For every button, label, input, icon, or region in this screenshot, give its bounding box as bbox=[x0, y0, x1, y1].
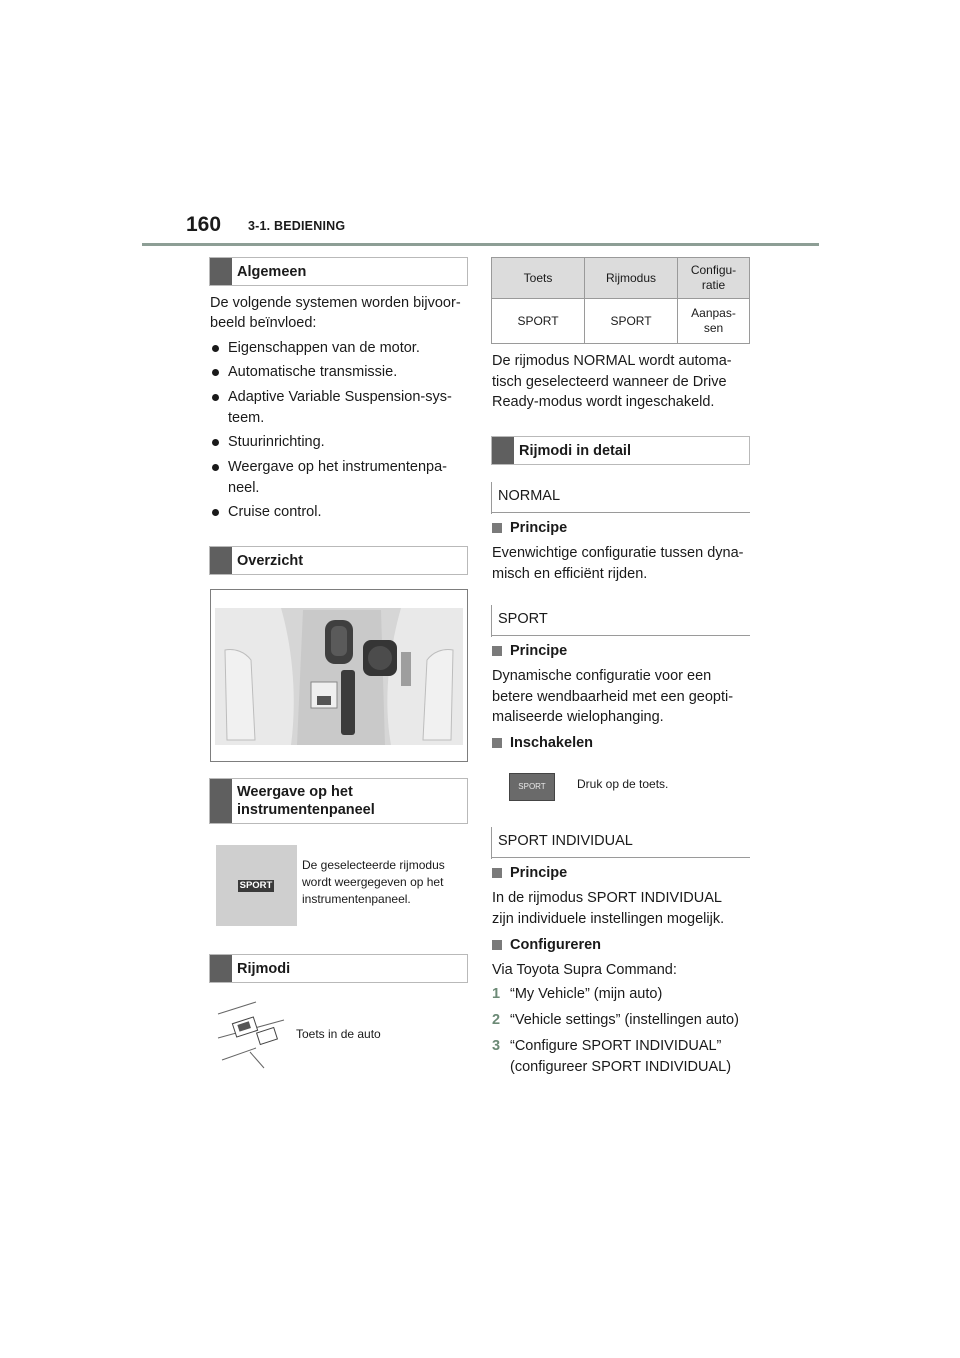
heading-text: Algemeen bbox=[237, 264, 307, 280]
heading-rijmodi-detail bbox=[491, 436, 750, 465]
paragraph-line: tisch geselecteerd wanneer de Drive bbox=[492, 373, 727, 390]
page-number: 160 bbox=[186, 213, 222, 236]
sub-heading-principe bbox=[492, 518, 567, 538]
heading-line-2: instrumentenpaneel bbox=[237, 802, 375, 818]
normal-paragraph bbox=[492, 351, 732, 413]
sub-heading-text: Principe bbox=[510, 643, 568, 659]
table-row bbox=[492, 299, 750, 344]
header-line-1: Configu- bbox=[690, 263, 737, 277]
step-item bbox=[492, 1010, 739, 1031]
square-bullet bbox=[492, 523, 502, 533]
sub-heading-text: Inschakelen bbox=[510, 735, 594, 751]
paragraph-line: Evenwichtige configuratie tussen dyna- bbox=[492, 545, 744, 561]
intro-line-1: De volgende systemen worden bijvoor- bbox=[210, 295, 461, 311]
table-cell-configuratie bbox=[678, 299, 750, 344]
sport-button-label: SPORT bbox=[518, 782, 546, 791]
cell-line-2: sen bbox=[703, 321, 724, 335]
sub-heading-text: Configureren bbox=[510, 937, 602, 953]
bullet-text: Automatische transmissie. bbox=[228, 364, 398, 380]
sub-heading-text: Principe bbox=[510, 520, 568, 536]
table-cell-toets: SPORT bbox=[492, 299, 585, 344]
via-command-text: Via Toyota Supra Command: bbox=[492, 962, 677, 978]
step-number: 3 bbox=[492, 1038, 501, 1054]
table-header-configuratie bbox=[678, 258, 750, 299]
bullet-dot bbox=[212, 509, 219, 516]
heading-text bbox=[237, 783, 461, 819]
square-bullet bbox=[492, 940, 502, 950]
square-bullet bbox=[492, 868, 502, 878]
caption-line-3: instrumentenpaneel. bbox=[302, 892, 411, 906]
bullet-dot bbox=[212, 345, 219, 352]
bullet-item bbox=[210, 338, 420, 359]
cell-line-1: Aanpas- bbox=[691, 306, 736, 320]
sport-button-caption: Druk op de toets. bbox=[577, 777, 669, 791]
heading-weergave bbox=[209, 778, 468, 824]
bullet-item bbox=[210, 502, 321, 523]
caption-line-2: wordt weergegeven op het bbox=[302, 875, 444, 889]
mode-title-text: SPORT INDIVIDUAL bbox=[498, 833, 633, 849]
mode-table bbox=[491, 257, 750, 344]
car-button-sketch bbox=[216, 1000, 286, 1070]
square-bullet bbox=[492, 646, 502, 656]
title-edge bbox=[491, 605, 492, 637]
paragraph-line: zijn individuele instellingen mogelijk. bbox=[492, 910, 725, 927]
header-rule bbox=[142, 243, 819, 246]
step-item bbox=[492, 1036, 731, 1077]
table-header-row bbox=[492, 258, 750, 299]
heading-text: Rijmodi bbox=[237, 961, 291, 977]
bullet-text: Eigenschappen van de motor. bbox=[228, 340, 420, 356]
button-caption: Toets in de auto bbox=[296, 1027, 381, 1041]
paragraph-line: betere wendbaarheid met een geopti- bbox=[492, 688, 734, 705]
bullet-item bbox=[210, 457, 447, 498]
step-number: 2 bbox=[492, 1012, 501, 1028]
sub-heading-text: Principe bbox=[510, 865, 568, 881]
paragraph-line: In de rijmodus SPORT INDIVIDUAL bbox=[492, 890, 722, 906]
paragraph-line: Ready-modus wordt ingeschakeld. bbox=[492, 394, 715, 410]
bullet-text-cont: neel. bbox=[228, 479, 260, 496]
sub-heading-principe bbox=[492, 863, 567, 883]
table-header-toets: Toets bbox=[492, 258, 585, 299]
step-text: “Configure SPORT INDIVIDUAL” bbox=[510, 1038, 722, 1054]
center-console-image bbox=[211, 590, 467, 761]
sub-heading-configureren bbox=[492, 935, 601, 955]
display-caption bbox=[302, 857, 445, 908]
heading-algemeen bbox=[209, 257, 468, 286]
bullet-text: Adaptive Variable Suspension-sys- bbox=[228, 389, 452, 405]
heading-bar bbox=[492, 437, 514, 464]
mode-title-sport-individual bbox=[492, 831, 750, 858]
bullet-text: Weergave op het instrumentenpa- bbox=[228, 459, 447, 475]
bullet-item bbox=[210, 362, 397, 383]
heading-text: Overzicht bbox=[237, 553, 304, 569]
paragraph-line: misch en efficiënt rijden. bbox=[492, 565, 648, 582]
step-text: “My Vehicle” (mijn auto) bbox=[510, 986, 663, 1002]
sport-individual-principe-text bbox=[492, 888, 724, 929]
sub-heading-inschakelen bbox=[492, 733, 593, 753]
title-edge bbox=[491, 827, 492, 859]
mode-title-sport bbox=[492, 609, 750, 636]
bullet-text: Cruise control. bbox=[228, 504, 322, 520]
bullet-dot bbox=[212, 394, 219, 401]
console-illustration bbox=[210, 589, 468, 762]
bullet-item bbox=[210, 387, 452, 428]
heading-line-1: Weergave op het bbox=[237, 784, 353, 800]
heading-bar bbox=[210, 779, 232, 823]
bullet-item bbox=[210, 432, 325, 453]
heading-bar bbox=[210, 258, 232, 285]
display-sport-label: SPORT bbox=[239, 880, 273, 891]
step-number: 1 bbox=[492, 986, 501, 1002]
bullet-dot bbox=[212, 369, 219, 376]
header-line-2: ratie bbox=[701, 278, 726, 292]
paragraph-line: maliseerde wielophanging. bbox=[492, 709, 664, 725]
heading-text: Rijmodi in detail bbox=[519, 443, 631, 459]
paragraph-line: De rijmodus NORMAL wordt automa- bbox=[492, 353, 732, 369]
heading-bar bbox=[210, 955, 232, 982]
paragraph-line: Dynamische configuratie voor een bbox=[492, 668, 712, 684]
heading-overzicht bbox=[209, 546, 468, 575]
sport-principe-text bbox=[492, 666, 733, 728]
sub-heading-principe bbox=[492, 641, 567, 661]
heading-bar bbox=[210, 547, 232, 574]
bullet-text: Stuurinrichting. bbox=[228, 434, 325, 450]
section-title: 3-1. BEDIENING bbox=[248, 219, 346, 233]
step-text: “Vehicle settings” (instellingen auto) bbox=[510, 1012, 739, 1028]
intro-line-2: beeld beïnvloed: bbox=[210, 315, 317, 331]
bullet-dot bbox=[212, 439, 219, 446]
step-text-cont: (configureer SPORT INDIVIDUAL) bbox=[510, 1058, 732, 1075]
square-bullet bbox=[492, 738, 502, 748]
normal-principe-text bbox=[492, 543, 743, 584]
mode-title-normal bbox=[492, 486, 750, 513]
mode-title-text: SPORT bbox=[498, 611, 548, 627]
title-edge bbox=[491, 482, 492, 514]
bullet-text-cont: teem. bbox=[228, 409, 265, 426]
mode-title-text: NORMAL bbox=[498, 488, 561, 504]
table-cell-rijmodus: SPORT bbox=[585, 299, 678, 344]
table-header-rijmodus: Rijmodus bbox=[585, 258, 678, 299]
step-item bbox=[492, 984, 662, 1005]
caption-line-1: De geselecteerde rijmodus bbox=[302, 858, 445, 872]
heading-rijmodi bbox=[209, 954, 468, 983]
bullet-dot bbox=[212, 464, 219, 471]
